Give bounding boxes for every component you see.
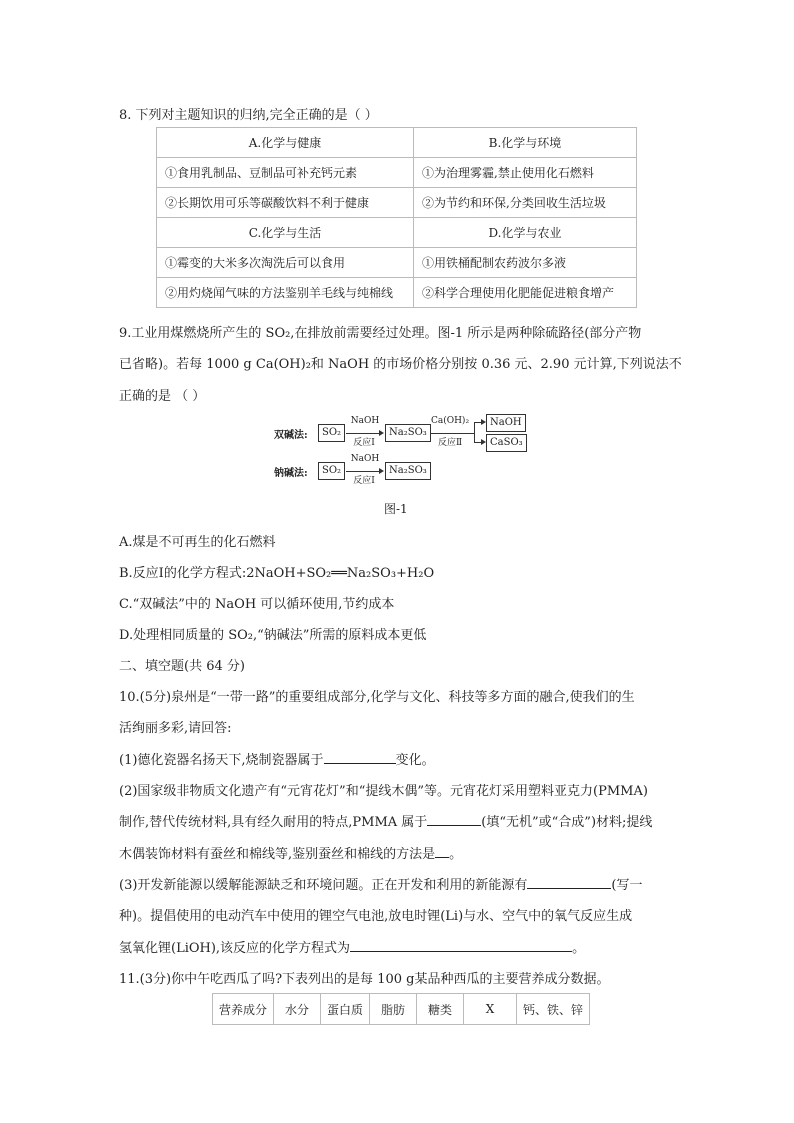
q10-part2-line2 [119, 811, 652, 830]
arrow-label: Ca(OH)₂ [430, 416, 470, 426]
text: (3)开发新能源以缓解能源缺乏和环境问题。正在开发和利用的新能源有 [119, 878, 528, 893]
text: (1)德化瓷器名扬天下,烧制瓷器属于 [119, 753, 324, 768]
q10-part2-line3 [119, 843, 462, 862]
text: 变化。 [395, 753, 435, 768]
figure-caption: 图-1 [384, 502, 408, 516]
arrow-line [346, 471, 380, 472]
box-so2: SO₂ [318, 462, 345, 480]
table-header: 蛋白质 [321, 994, 370, 1025]
arrow-label: 反应Ⅰ [353, 438, 375, 448]
box-caso3: CaSO₃ [486, 434, 527, 452]
section-heading: 二、填空题(共 64 分) [119, 659, 245, 674]
table-header: 钙、铁、锌 [517, 994, 590, 1025]
table-cell: A.化学与健康 [157, 128, 414, 158]
q10-part1 [119, 749, 435, 768]
arrow-label: 反应Ⅱ [437, 438, 463, 448]
arrow-label: 反应Ⅰ [353, 476, 375, 486]
text: 。 [572, 941, 586, 956]
table-cell: C.化学与生活 [157, 218, 414, 248]
diagram-label-double: 双碱法: [274, 430, 308, 441]
arrow-label: NaOH [350, 454, 380, 464]
answer-blank[interactable] [527, 876, 611, 889]
diagram-label-sodium: 钠碱法: [274, 468, 308, 479]
table-header: 水分 [274, 994, 321, 1025]
table-cell: ②科学合理使用化肥能促进粮食增产 [414, 278, 637, 308]
table-header: 糖类 [417, 994, 464, 1025]
q9-line2: 已省略)。若每 1000 g Ca(OH)₂和 NaOH 的市场价格分别按 0.36 元、2.90 元计算,下列说法不 [119, 357, 682, 372]
table-cell: ②为节约和环保,分类回收生活垃圾 [414, 188, 637, 218]
table-cell: ①用铁桶配制农药波尔多液 [414, 248, 637, 278]
table-cell: ②长期饮用可乐等碳酸饮料不利于健康 [157, 188, 414, 218]
q10-part3-line2: 种)。提倡使用的电动汽车中使用的锂空气电池,放电时锂(Li)与水、空气中的氧气反应生成 [119, 909, 633, 924]
answer-blank[interactable] [435, 845, 449, 858]
q10-line2: 活绚丽多彩,请回答: [119, 721, 232, 736]
table-cell: ①为治理雾霾,禁止使用化石燃料 [414, 158, 637, 188]
text: (写一 [611, 878, 643, 893]
table-header: 营养成分 [213, 994, 274, 1025]
arrow-label: NaOH [350, 416, 380, 426]
answer-blank[interactable] [427, 813, 481, 826]
q10-line1: 10.(5分)泉州是“一带一路”的重要组成部分,化学与文化、科技等多方面的融合,使我们的生 [119, 690, 635, 705]
text: 。 [449, 847, 463, 862]
text: 氢氧化锂(LiOH),该反应的化学方程式为 [119, 941, 351, 956]
q10-part2-line1: (2)国家级非物质文化遗产有“元宵花灯”和“提线木偶”等。元宵花灯采用塑料亚克力(PMMA) [119, 784, 648, 799]
q9-option-d: D.处理相同质量的 SO₂,“钠碱法”所需的原料成本更低 [119, 628, 427, 643]
arrow-line [430, 433, 474, 434]
box-so2: SO₂ [318, 424, 345, 442]
box-naoh-out: NaOH [486, 414, 526, 432]
table-cell: ②用灼烧闻气味的方法鉴别羊毛线与纯棉线 [157, 278, 414, 308]
table-header: 脂肪 [370, 994, 417, 1025]
flow-diagram [270, 414, 530, 484]
q11-stem: 11.(3分)你中午吃西瓜了吗?下表列出的是每 100 g某品种西瓜的主要营养成分数据。 [119, 972, 610, 987]
q9-line3: 正确的是 （ ） [119, 389, 206, 404]
q9-option-a: A.煤是不可再生的化石燃料 [119, 535, 276, 550]
q9-option-b: B.反应Ⅰ的化学方程式:2NaOH+SO₂══Na₂SO₃+H₂O [119, 566, 435, 581]
q8-table [156, 127, 637, 308]
text: 木偶装饰材料有蚕丝和棉线等,鉴别蚕丝和棉线的方法是 [119, 847, 436, 862]
text: (填“无机”或“合成”)材料;提线 [481, 815, 653, 830]
answer-blank[interactable] [350, 939, 572, 952]
branch-line [474, 422, 475, 442]
table-cell: D.化学与农业 [414, 218, 637, 248]
nutrition-table [212, 993, 590, 1025]
arrow-line [346, 433, 380, 434]
box-na2so3: Na₂SO₃ [385, 424, 431, 442]
q8-stem: 8. 下列对主题知识的归纳,完全正确的是（ ） [119, 108, 378, 123]
table-cell: ①食用乳制品、豆制品可补充钙元素 [157, 158, 414, 188]
table-header: X [464, 994, 517, 1025]
box-na2so3: Na₂SO₃ [385, 462, 431, 480]
text: 制作,替代传统材料,具有经久耐用的特点,PMMA 属于 [119, 815, 428, 830]
q10-part3-line1 [119, 874, 643, 893]
table-cell: ①霉变的大米多次淘洗后可以食用 [157, 248, 414, 278]
q9-option-c: C.“双碱法”中的 NaOH 可以循环使用,节约成本 [119, 597, 395, 612]
answer-blank[interactable] [324, 751, 396, 764]
q10-part3-line3 [119, 937, 585, 956]
q9-line1: 9.工业用煤燃烧所产生的 SO₂,在排放前需要经过处理。图-1 所示是两种除硫路径(部分产物 [119, 326, 642, 341]
table-cell: B.化学与环境 [414, 128, 637, 158]
